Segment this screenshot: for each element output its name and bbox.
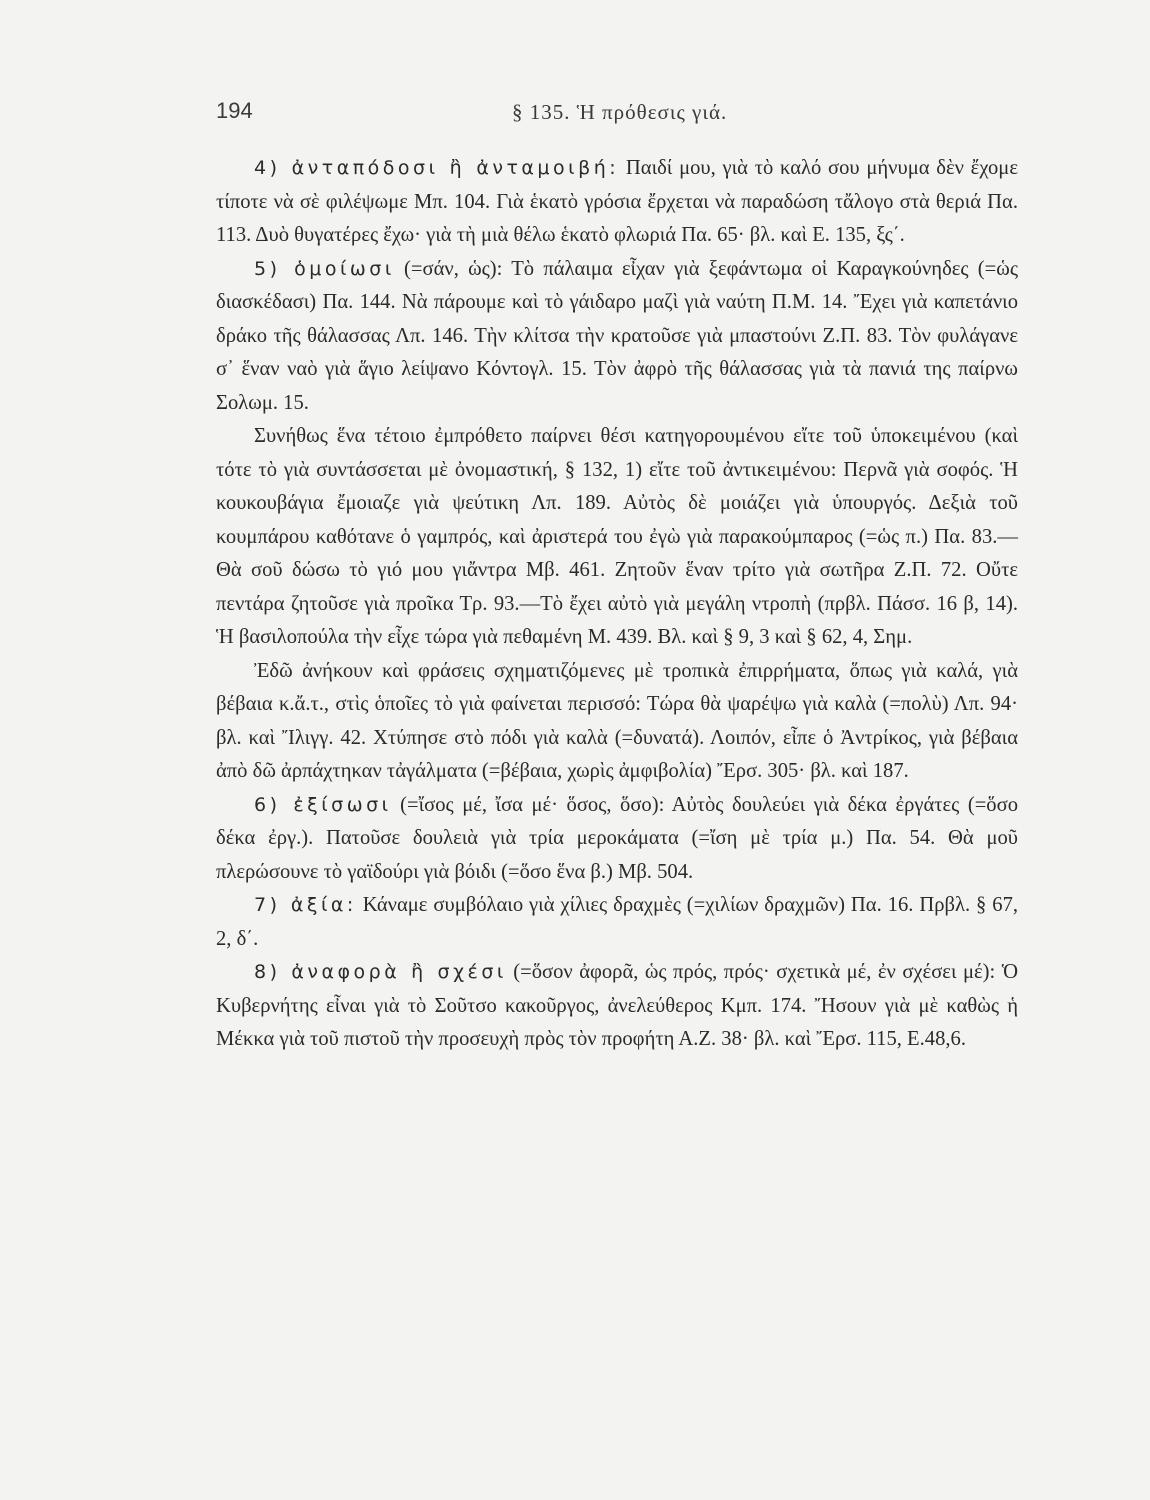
item-label: 6) ἐξίσωσι <box>254 793 392 816</box>
paragraph-text: Παιδί μου, γιὰ τὸ καλό σου μήνυμα δὲν ἔχομε τίποτε νὰ σὲ φιλέψωμε Μπ. 104. Γιὰ ἑκατὸ γρόσια ἔρχεται νὰ παραδώση τἄλογο στὰ θεριά Πα. 113. Δυὸ θυγατέρες ἔχω· γιὰ τὴ μιὰ θέλω ἑκατὸ φλωριά Πα. 65· βλ. καὶ Ε. 135, ξς΄. <box>216 157 1018 246</box>
paragraph-synithos <box>216 420 1018 655</box>
paragraph-text: Κάναμε συμβόλαιο γιὰ χίλιες δραχμὲς (=χιλίων δραχμῶν) Πα. 16. Πρβλ. § 67, 2, δ΄. <box>216 894 1019 950</box>
paragraph-text: (=ὅσον ἀφορᾶ, ὡς πρός, πρός· σχετικὰ μέ, ἐν σχέσει μέ): Ὁ Κυβερνήτης εἶναι γιὰ τὸ Σοῦτσο κακοῦργος, ἀνελεύθερος Κμπ. 174. Ἤσουν γιὰ μὲ καθὼς ἡ Μέκκα γιὰ τοῦ πιστοῦ τὴν προσευχὴ πρὸς τὸν προφήτη Α.Ζ. 38· βλ. καὶ Ἔρσ. 115, Ε.48,6. <box>216 961 1018 1050</box>
page-header <box>216 98 1016 138</box>
paragraph-6-exisosi <box>216 789 1018 890</box>
paragraph-5-omoiosi <box>216 253 1018 421</box>
paragraph-text: Ἐδῶ ἀνήκουν καὶ φράσεις σχηματιζόμενες μὲ τροπικὰ ἐπιρρήματα, ὅπως γιὰ καλά, γιὰ βέβαια κ.ἄ.τ., στὶς ὁποῖες τὸ γιὰ φαίνεται περισσό: Τώρα θὰ ψαρέψω γιὰ καλὰ (=πολὺ) Λπ. 94· βλ. καὶ Ἴλιγγ. 42. Χτύπησε στὸ πόδι γιὰ καλὰ (=δυνατά). Λοιπόν, εἶπε ὁ Ἀντρίκος, γιὰ βέβαια ἀπὸ δῶ ἀρπάχτηκαν τἀγάλματα (=βέβαια, χωρὶς ἀμφιβολία) Ἔρσ. 305· βλ. καὶ 187. <box>216 659 1018 782</box>
paragraph-text: (=σάν, ὡς): Τὸ πάλαιμα εἶχαν γιὰ ξεφάντωμα οἱ Καραγκούνηδες (=ὡς διασκέδασι) Πα. 144. Νὰ πάρουμε καὶ τὸ γάιδαρο μαζὶ γιὰ ναύτη Π.Μ. 14. Ἔχει γιὰ καπετάνιο δράκο τῆς θάλασσας Λπ. 146. Τὴν κλίτσα τὴν κρατοῦσε γιὰ μπαστούνι Ζ.Π. 83. Τὸν φυλάγανε σ᾽ ἕναν ναὸ γιὰ ἅγιο λείψανο Κόντογλ. 15. Τὸν ἀφρὸ τῆς θάλασσας γιὰ τὰ πανιά της παίρνω Σολωμ. 15. <box>216 257 1018 414</box>
item-label: 5) ὁμοίωσι <box>254 257 395 280</box>
paragraph-8-anafora <box>216 956 1018 1057</box>
running-title: § 135. Ἡ πρόθεσις γιά. <box>512 100 728 124</box>
item-label: 8) ἀναφορὰ ἢ σχέσι <box>254 961 507 983</box>
paragraph-edo <box>216 655 1018 789</box>
body-text <box>216 152 1018 1057</box>
paragraph-4-antapodosi <box>216 152 1018 253</box>
item-label: 7) ἀξία: <box>254 894 357 916</box>
paragraph-7-axia <box>216 889 1018 956</box>
item-label: 4) ἀνταπόδοσι ἢ ἀνταμοιβή: <box>254 157 620 179</box>
page-number: 194 <box>216 98 253 123</box>
paragraph-text: Συνήθως ἕνα τέτοιο ἐμπρόθετο παίρνει θέσι κατηγορουμένου εἴτε τοῦ ὑποκειμένου (καὶ τότε τὸ γιὰ συντάσσεται μὲ ὀνομαστική, § 132, 1) εἴτε τοῦ ἀντικειμένου: Περνᾶ γιὰ σοφός. Ἡ κουκουβάγια ἔμοιαζε γιὰ ψεύτικη Λπ. 189. Αὐτὸς δὲ μοιάζει γιὰ ὑπουργός. Δεξιὰ τοῦ κουμπάρου καθότανε ὁ γαμπρός, καὶ ἀριστερά του ἐγὼ γιὰ παρακούμπαρος (=ὡς π.) Πα. 83.—Θὰ σοῦ δώσω τὸ γιό μου γιἄντρα Μβ. 461. Ζητοῦν ἕναν τρίτο γιὰ σωτῆρα Ζ.Π. 72. Οὔτε πεντάρα ζητοῦσε γιὰ προῖκα Τρ. 93.—Τὸ ἔχει αὐτὸ γιὰ μεγάλη ντροπὴ (πρβλ. Πάσσ. 16 β, 14). Ἡ βασιλοπούλα τὴν εἶχε τώρα γιὰ πεθαμένη Μ. 439. Βλ. καὶ § 9, 3 καὶ § 62, 4, Σημ. <box>216 425 1018 648</box>
paragraph-text: (=ἴσος μέ, ἴσα μέ· ὅσος, ὅσο): Αὐτὸς δουλεύει γιὰ δέκα ἐργάτες (=ὅσο δέκα ἐργ.). Πατοῦσε δουλειὰ γιὰ τρία μεροκάματα (=ἴση μὲ τρία μ.) Πα. 54. Θὰ μοῦ πλερώσουνε τὸ γαϊδούρι γιὰ βόιδι (=ὅσο ἕνα β.) Μβ. 504. <box>216 793 1019 883</box>
